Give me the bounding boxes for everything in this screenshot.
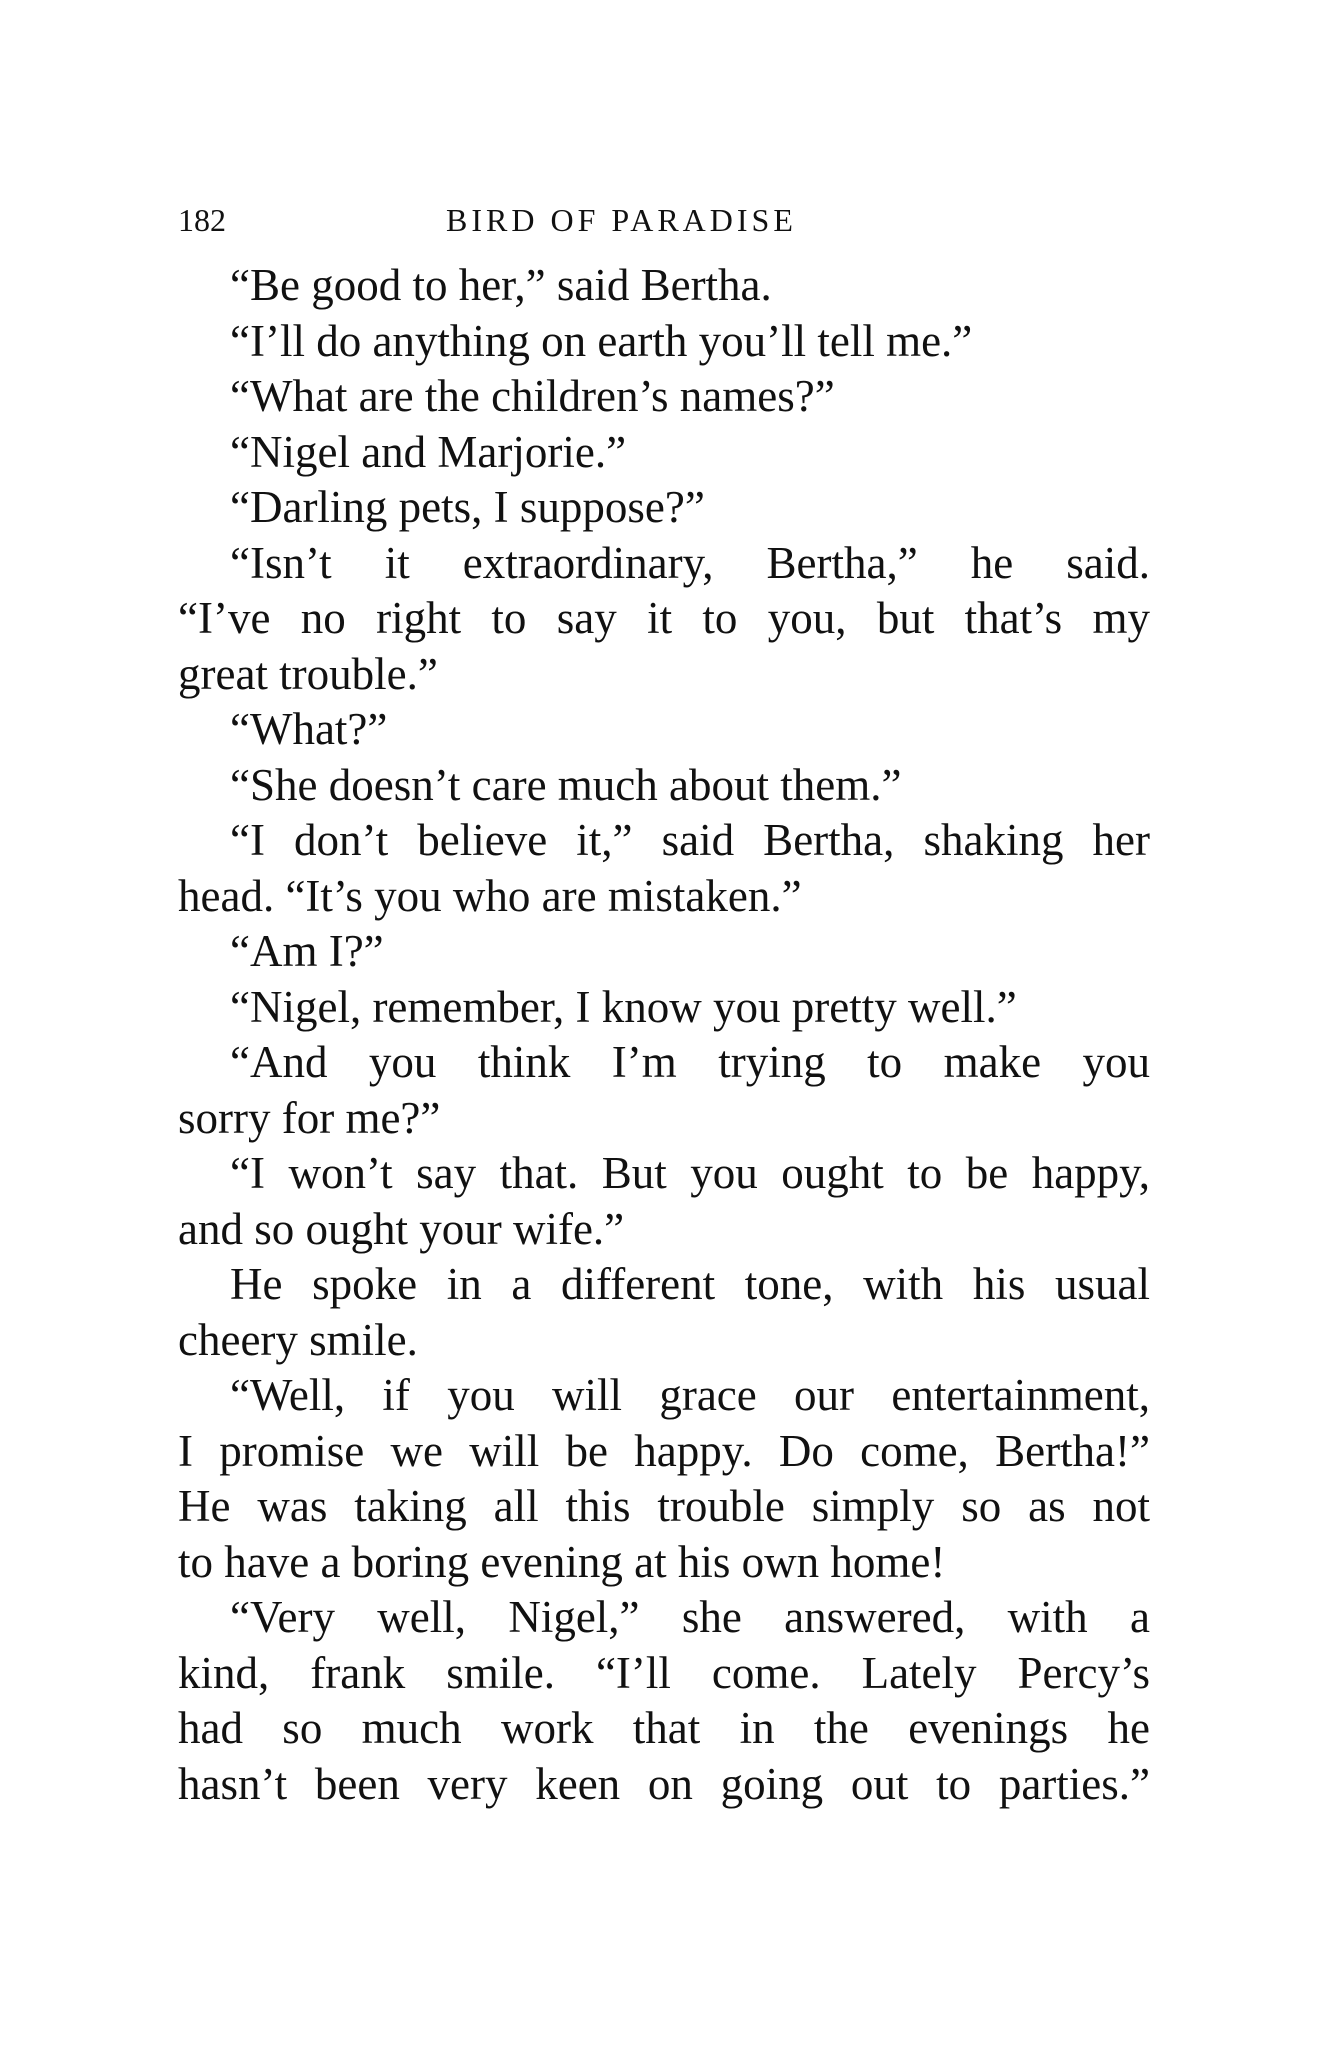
text-line: “I’ll do anything on earth you’ll tell me.” xyxy=(230,315,973,366)
body-text xyxy=(178,258,1150,1812)
text-line: “What?” xyxy=(230,704,388,754)
text-line: He was taking all this trouble simply so as not xyxy=(178,1481,1150,1531)
text-line: hasn’t been very keen on going out to parties.” xyxy=(178,1758,1150,1809)
text-line: “Very well, Nigel,” she answered, with a xyxy=(230,1592,1150,1642)
text-line: cheery smile. xyxy=(178,1314,418,1365)
running-title: BIRD OF PARADISE xyxy=(446,202,797,238)
text-line: “Be good to her,” said Bertha. xyxy=(230,260,772,310)
text-line: “I don’t believe it,” said Bertha, shaking her xyxy=(230,815,1150,865)
text-line: He spoke in a different tone, with his usual xyxy=(230,1259,1150,1309)
text-line: “Darling pets, I suppose?” xyxy=(230,482,705,532)
text-line: “I won’t say that. But you ought to be happy, xyxy=(230,1148,1150,1198)
text-line: “Nigel and Marjorie.” xyxy=(230,426,627,477)
text-line: “She doesn’t care much about them.” xyxy=(230,759,902,810)
text-line: “Nigel, remember, I know you pretty well.” xyxy=(230,981,1017,1032)
text-line: sorry for me?” xyxy=(178,1092,441,1143)
text-line: “Am I?” xyxy=(230,926,384,976)
text-line: to have a boring evening at his own home! xyxy=(178,1536,946,1587)
page-number: 182 xyxy=(178,202,226,238)
text-line: and so ought your wife.” xyxy=(178,1203,625,1254)
text-line: had so much work that in the evenings he xyxy=(178,1703,1150,1753)
text-line: I promise we will be happy. Do come, Bertha!” xyxy=(178,1425,1150,1476)
text-line: “What are the children’s names?” xyxy=(230,371,835,421)
text-line: great trouble.” xyxy=(178,648,438,699)
running-head xyxy=(178,198,1150,242)
text-line: “Well, if you will grace our entertainment, xyxy=(230,1370,1150,1420)
text-line: “I’ve no right to say it to you, but that’s my xyxy=(178,593,1150,643)
text-line: kind, frank smile. “I’ll come. Lately Percy’s xyxy=(178,1647,1150,1698)
text-line: “Isn’t it extraordinary, Bertha,” he said. xyxy=(230,537,1150,588)
text-line: head. “It’s you who are mistaken.” xyxy=(178,870,802,921)
text-line: “And you think I’m trying to make you xyxy=(230,1037,1150,1087)
